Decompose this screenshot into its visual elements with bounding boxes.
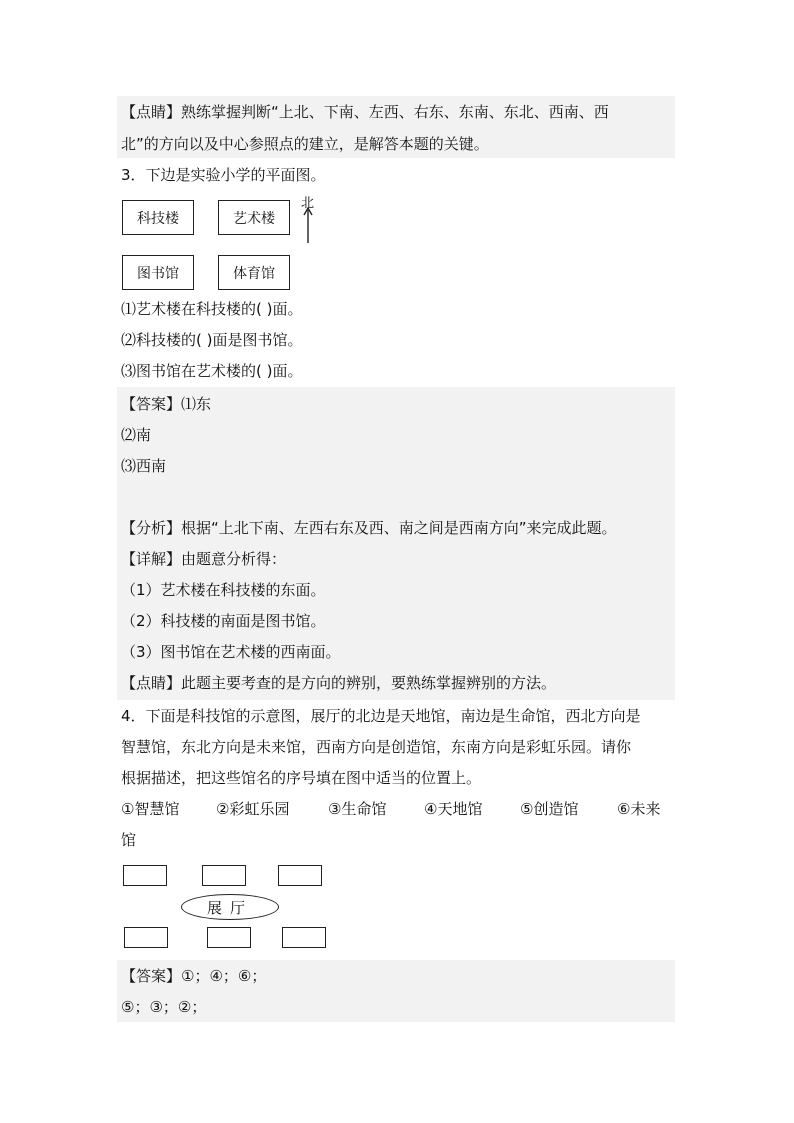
q3-answer2: ⑵南 bbox=[121, 426, 152, 444]
q4-option-4: ④天地馆 bbox=[424, 800, 483, 818]
blank-south bbox=[207, 927, 251, 948]
tip1-line2: 北”的方向以及中心参照点的建立，是解答本题的关键。 bbox=[121, 135, 489, 153]
q3-detail-title: 【详解】由题意分析得： bbox=[121, 550, 287, 568]
q3-detail3: （3）图书馆在艺术楼的西南面。 bbox=[121, 643, 341, 661]
q3-sub1: ⑴艺术楼在科技楼的( )面。 bbox=[121, 300, 303, 318]
q4-line2: 智慧馆，东北方向是未来馆，西南方向是创造馆，东南方向是彩虹乐园。请你 bbox=[121, 738, 632, 756]
blank-northwest bbox=[123, 865, 167, 886]
q4-answer2: ⑤；③；②； bbox=[121, 998, 207, 1016]
building-gym: 体育馆 bbox=[218, 255, 290, 290]
q4-line1: 4．下面是科技馆的示意图，展厅的北边是天地馆，南边是生命馆，西北方向是 bbox=[121, 707, 641, 725]
building-science: 科技楼 bbox=[122, 200, 194, 235]
q3-title: 3．下边是实验小学的平面图。 bbox=[121, 166, 326, 184]
q3-analysis: 【分析】根据“上北下南、左西右东及西、南之间是西南方向”来完成此题。 bbox=[121, 519, 617, 537]
compass-north-label: 北 bbox=[301, 196, 315, 211]
blank-north bbox=[202, 865, 246, 886]
q3-answer1: 【答案】⑴东 bbox=[121, 395, 212, 413]
building-art: 艺术楼 bbox=[218, 200, 290, 235]
q4-answer1: 【答案】①；④；⑥； bbox=[121, 967, 267, 985]
q4-option-6-wrap: 馆 bbox=[121, 831, 137, 849]
q4-option-3: ③生命馆 bbox=[328, 800, 387, 818]
blank-northeast bbox=[278, 865, 322, 886]
q3-detail2: （2）科技楼的南面是图书馆。 bbox=[121, 612, 326, 630]
tip1-line1: 【点睛】熟练掌握判断“上北、下南、左西、右东、东南、东北、西南、西 bbox=[121, 103, 609, 121]
blank-southwest bbox=[124, 927, 168, 948]
q3-detail1: （1）艺术楼在科技楼的东面。 bbox=[121, 581, 326, 599]
q3-answer3: ⑶西南 bbox=[121, 457, 167, 475]
building-library: 图书馆 bbox=[122, 255, 194, 290]
q4-option-5: ⑤创造馆 bbox=[520, 800, 579, 818]
north-arrow-icon bbox=[302, 206, 314, 244]
q3-tip: 【点睛】此题主要考查的是方向的辨别，要熟练掌握辨别的方法。 bbox=[121, 674, 557, 692]
q4-line3: 根据描述，把这些馆名的序号填在图中适当的位置上。 bbox=[121, 769, 482, 787]
blank-southeast bbox=[282, 927, 326, 948]
q4-option-1: ①智慧馆 bbox=[121, 800, 180, 818]
q3-sub2: ⑵科技楼的( )面是图书馆。 bbox=[121, 331, 303, 349]
q4-option-6: ⑥未来 bbox=[617, 800, 661, 818]
q3-sub3: ⑶图书馆在艺术楼的( )面。 bbox=[121, 362, 303, 380]
q4-option-2: ②彩虹乐园 bbox=[216, 800, 290, 818]
exhibition-hall: 展厅 bbox=[181, 894, 279, 920]
